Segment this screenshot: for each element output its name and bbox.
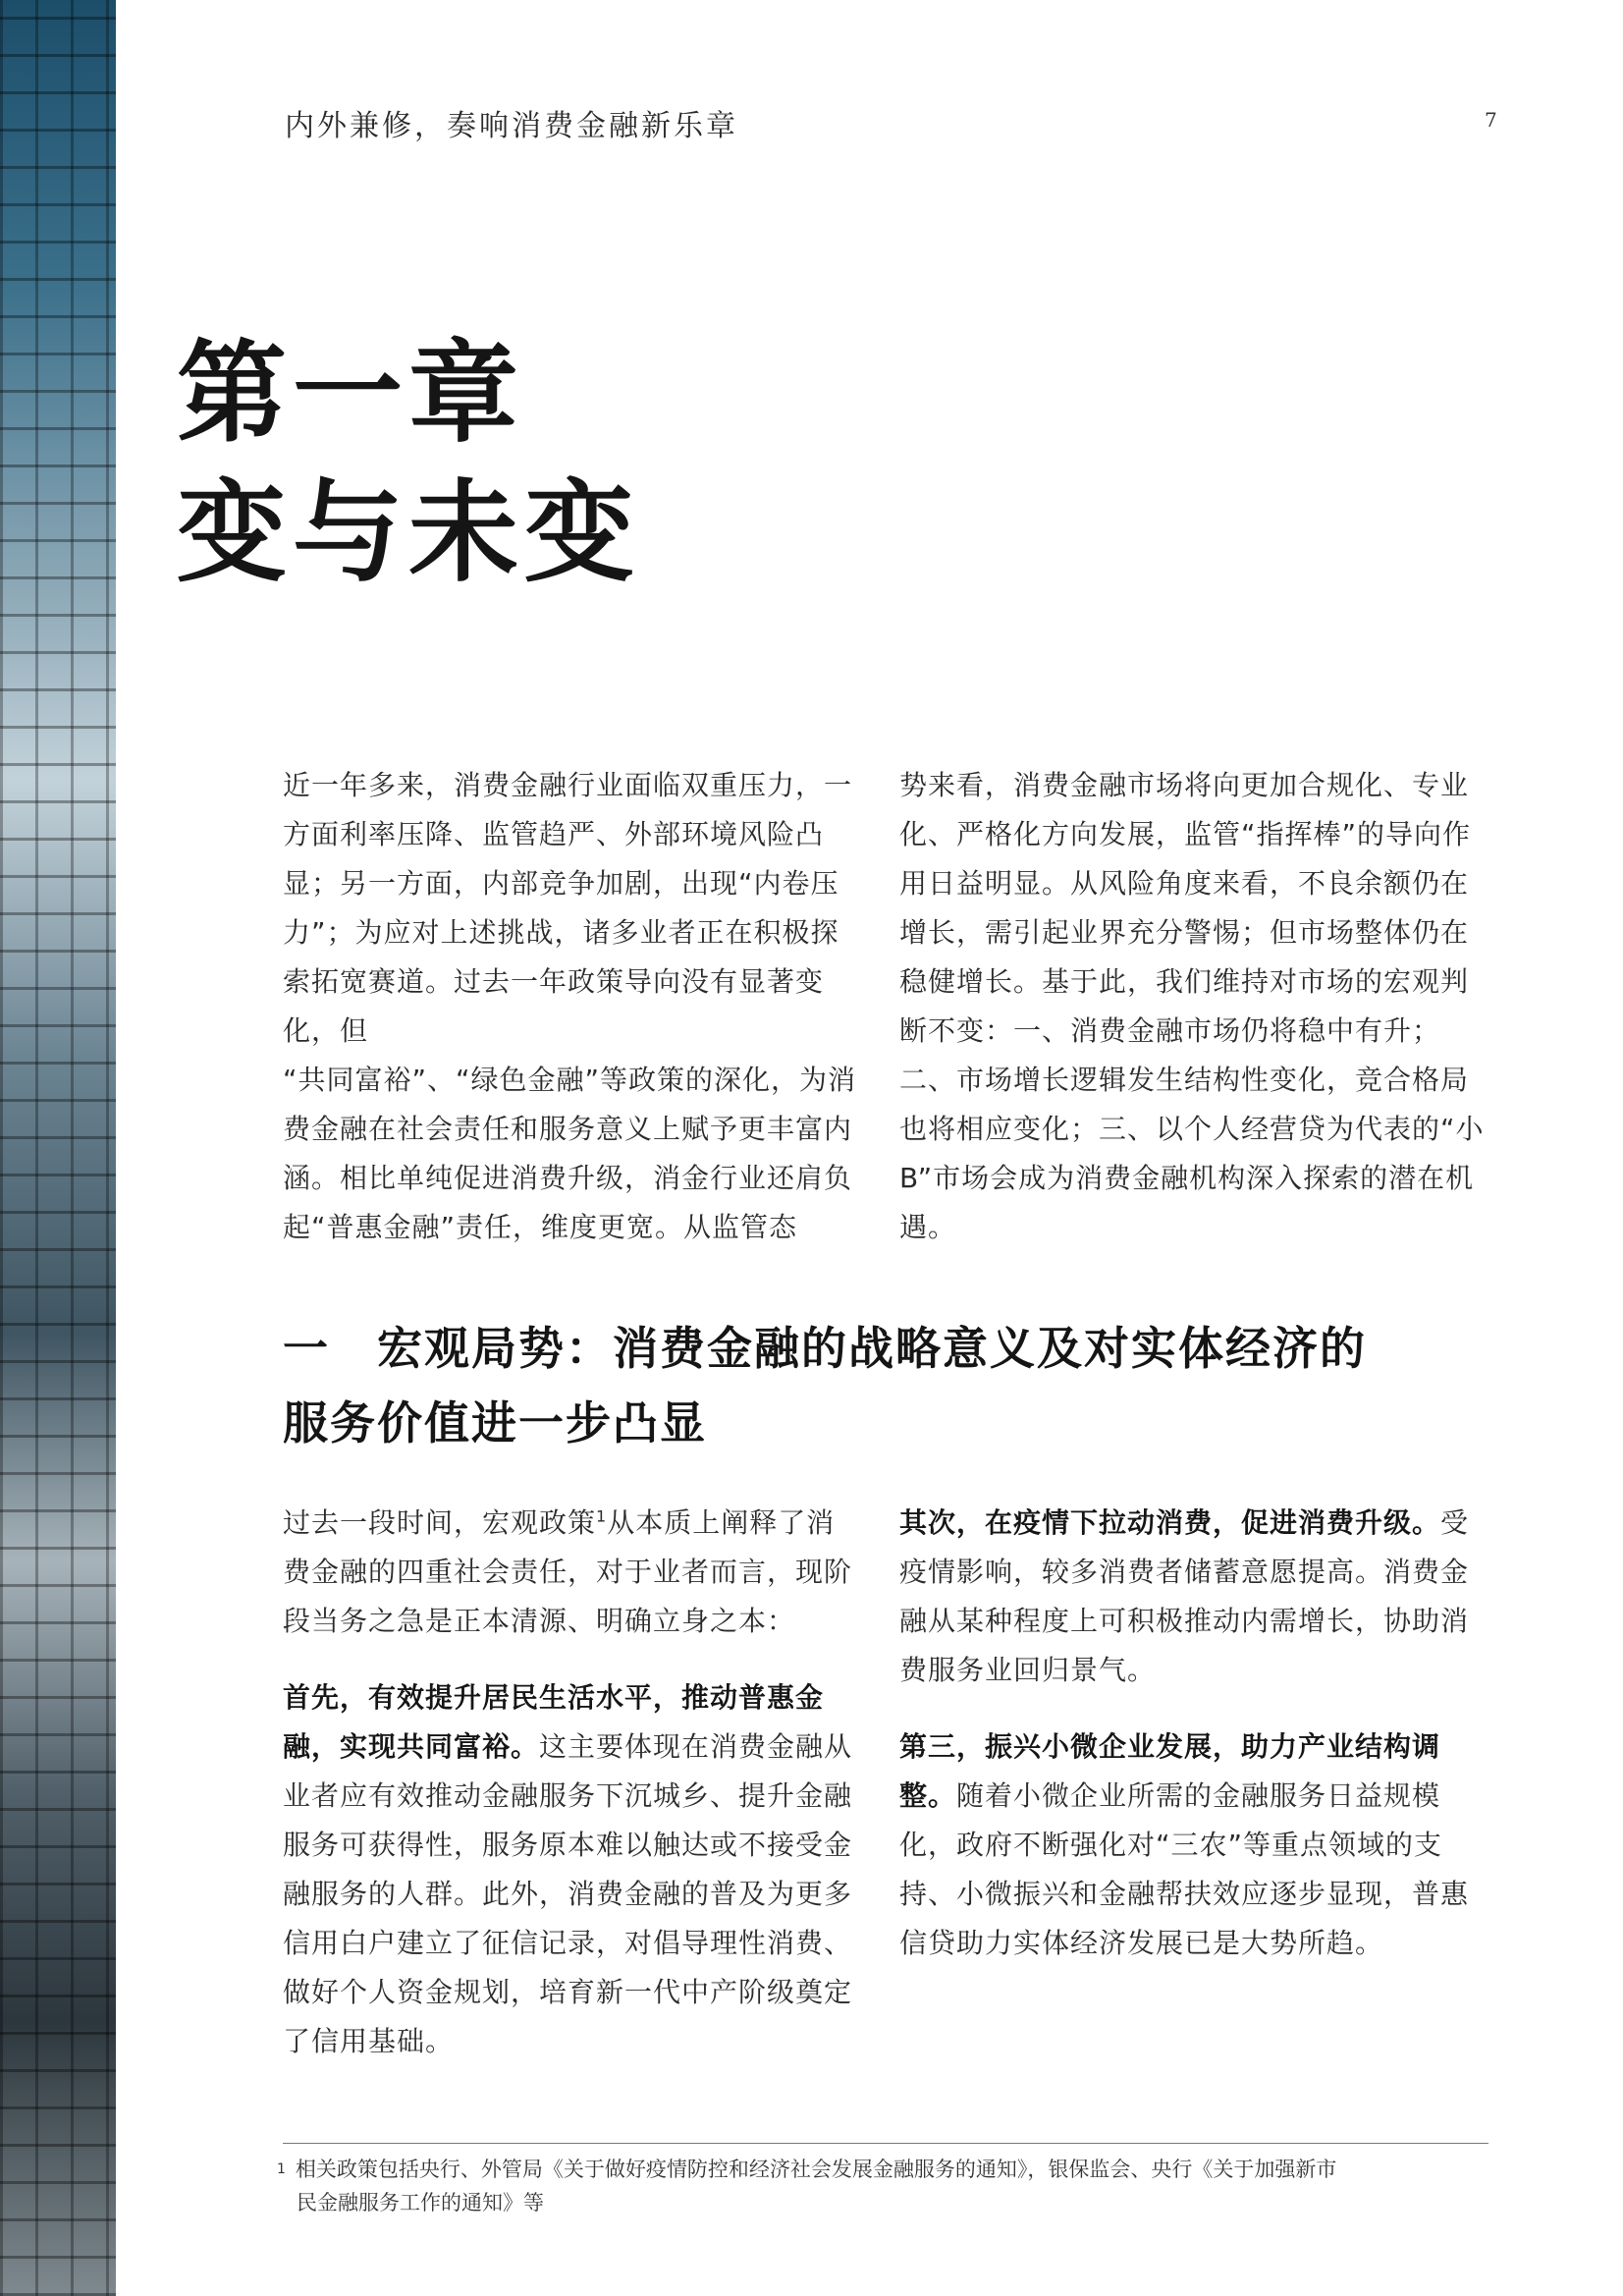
footnote-reference[interactable]: 1 bbox=[596, 1506, 608, 1526]
body-right-column bbox=[899, 1499, 1488, 1968]
footnote-text-1: 相关政策包括央行、外管局《关于做好疫情防控和经济社会发展金融服务的通知》，银保监会、央行《关于加强新市 bbox=[295, 2158, 1337, 2181]
intro-left-column bbox=[283, 761, 862, 1252]
point-1-lead: 首先，有效提升居民生活水平，推动普惠金融，实现共同富裕。 bbox=[283, 1681, 825, 1763]
building-photo-strip bbox=[0, 0, 116, 2296]
body-paragraph-4 bbox=[899, 1722, 1488, 1968]
intro-paragraph-1: 近一年多来，消费金融行业面临双重压力，一方面利率压降、监管趋严、外部环境风险凸显；另一方面，内部竞争加剧，出现“内卷压力”；为应对上述挑战，诸多业者正在积极探索拓宽赛道。过去一年政策导向没有显著变化，但 bbox=[283, 769, 853, 1047]
running-header-title: 内外兼修，奏响消费金融新乐章 bbox=[285, 109, 738, 143]
section-heading bbox=[283, 1311, 1490, 1460]
body-paragraph-1-text-a: 过去一段时间，宏观政策 bbox=[283, 1506, 597, 1539]
footnote-line-2: 民金融服务工作的通知》等 bbox=[297, 2191, 544, 2214]
point-2-text: 受疫情影响，较多消费者储蓄意愿提高。消费金融从某种程度上可积极推动内需增长，协助消费服务业回归景气。 bbox=[899, 1506, 1470, 1686]
page-number: 7 bbox=[1485, 108, 1497, 132]
point-1-text: 这主要体现在消费金融从业者应有效推动金融服务下沉城乡、提升金融服务可获得性，服务原本难以触达或不接受金融服务的人群。此外，消费金融的普及为更多信用白户建立了征信记录，对倡导理性消费、做好个人资金规划，培育新一代中产阶级奠定了信用基础。 bbox=[283, 1730, 853, 2057]
section-heading-line-2: 服务价值进一步凸显 bbox=[283, 1396, 707, 1449]
intro-paragraph-2: “共同富裕”、“绿色金融”等政策的深化，为消费金融在社会责任和服务意义上赋予更丰富内涵。相比单纯促进消费升级，消金行业还肩负起“普惠金融”责任，维度更宽。从监管态 bbox=[283, 1064, 857, 1243]
footnote-mark: 1 bbox=[277, 2161, 286, 2177]
body-left-column bbox=[283, 1499, 862, 2066]
chapter-title bbox=[177, 324, 640, 603]
body-paragraph-2 bbox=[283, 1673, 862, 2066]
point-3-text: 随着小微企业所需的金融服务日益规模化，政府不断强化对“三农”等重点领域的支持、小微振兴和金融帮扶效应逐步显现，普惠信贷助力实体经济发展已是大势所趋。 bbox=[899, 1779, 1470, 1959]
body-paragraph-1-text-b: 从本质上阐释了消费金融的四重社会责任，对于业者而言，现阶段当务之急是正本清源、明确立身之本： bbox=[283, 1506, 853, 1637]
chapter-name: 变与未变 bbox=[177, 468, 640, 597]
point-2-lead: 其次，在疫情下拉动消费，促进消费升级。 bbox=[899, 1506, 1441, 1539]
footnote-line-1 bbox=[277, 2153, 1490, 2186]
footnote-divider bbox=[283, 2143, 1488, 2144]
body-paragraph-1 bbox=[283, 1499, 862, 1646]
intro-right-column bbox=[899, 761, 1488, 1252]
footnote bbox=[277, 2153, 1490, 2219]
point-3-lead: 第三，振兴小微企业发展，助力产业结构调整。 bbox=[899, 1730, 1441, 1812]
chapter-number: 第一章 bbox=[177, 329, 524, 458]
section-heading-line-1: 一 宏观局势：消费金融的战略意义及对实体经济的 bbox=[283, 1322, 1367, 1375]
intro-paragraph-3: 势来看，消费金融市场将向更加合规化、专业化、严格化方向发展，监管“指挥棒”的导向作用日益明显。从风险角度来看，不良余额仍在增长，需引起业界充分警惕；但市场整体仍在稳健增长。基于此，我们维持对市场的宏观判断不变：一、消费金融市场仍将稳中有升；二、市场增长逻辑发生结构性变化，竞合格局也将相应变化；三、以个人经营贷为代表的“小B”市场会成为消费金融机构深入探索的潜在机遇。 bbox=[899, 769, 1485, 1243]
body-paragraph-3 bbox=[899, 1499, 1488, 1695]
